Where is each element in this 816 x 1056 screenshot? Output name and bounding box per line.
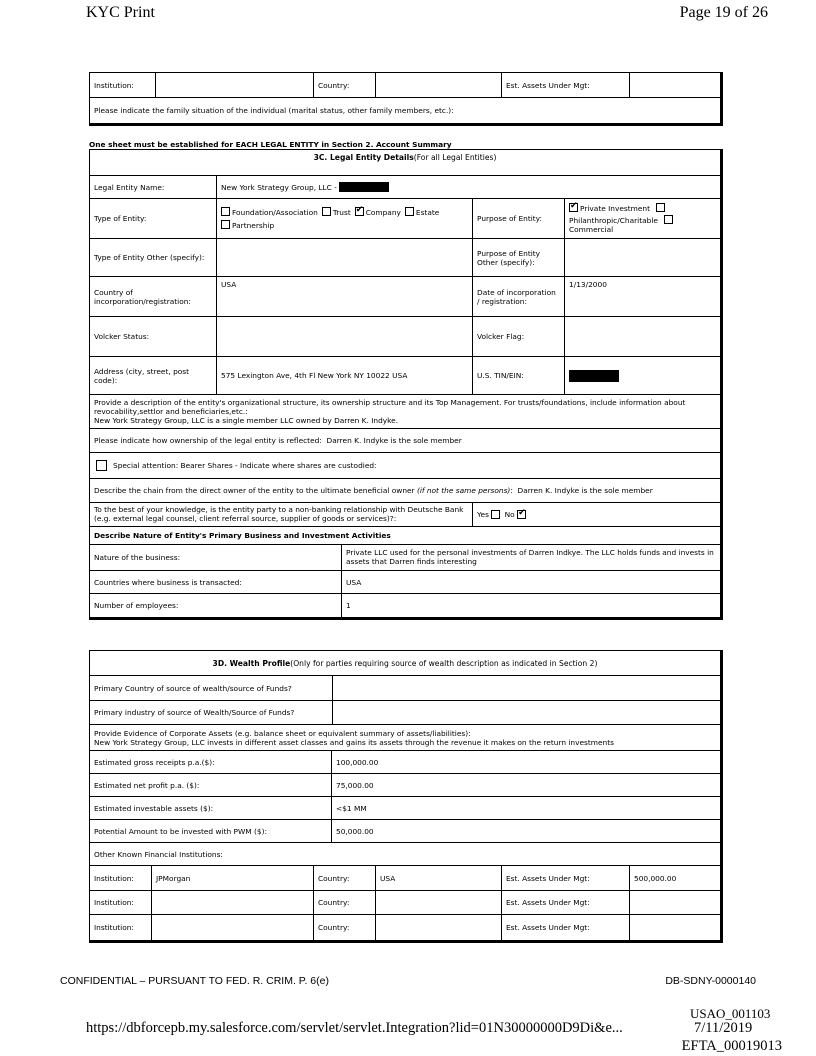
other-institutions-label: Other Known Financial Institutions:	[94, 849, 223, 859]
type-option[interactable]: Foundation/Association	[221, 207, 318, 217]
legal-title-bold: 3C. Legal Entity Details	[313, 153, 414, 162]
country-label: Country:	[314, 73, 376, 97]
entity-name-label: Legal Entity Name:	[90, 176, 217, 198]
country-label: Country:	[314, 915, 376, 940]
purpose-option[interactable]: ✔Private Investment	[569, 203, 667, 213]
assets-label: Est. Assets Under Mgt:	[502, 866, 630, 890]
chain-value: Darren K. Indyke is the sole member	[517, 486, 653, 495]
purpose-other-label: Purpose of Entity Other (specify):	[473, 239, 565, 276]
evidence-value: New York Strategy Group, LLC invests in different asset classes and gains its assets through the revenue it makes on the return investments	[94, 738, 614, 747]
ownership-value: Darren K. Indyke is the sole member	[326, 436, 462, 445]
type-option[interactable]: Partnership	[221, 220, 468, 230]
assets-label: Est. Assets Under Mgt:	[502, 915, 630, 940]
type-option[interactable]: ✔ Company	[355, 207, 401, 217]
assets-label: Est. Assets Under Mgt:	[502, 73, 630, 97]
usao-number: USAO_001103	[690, 1006, 771, 1021]
redaction-box	[339, 182, 389, 192]
primary-country-value	[333, 676, 720, 700]
institution-label: Institution:	[90, 866, 152, 890]
legal-title-rest: (For all Legal Entities)	[413, 153, 497, 162]
table-row	[90, 891, 720, 915]
country-label: Country:	[314, 866, 376, 890]
primary-industry-value	[333, 701, 720, 724]
family-prompt: Please indicate the family situation of the individual (marital status, other family members, etc.):	[94, 106, 454, 115]
employees-value: 1	[346, 601, 351, 610]
nature-label: Nature of the business:	[90, 545, 342, 570]
no-checkbox-checked-icon[interactable]	[517, 510, 526, 519]
volcker-flag-label: Volcker Flag:	[473, 317, 565, 356]
checkbox-checked-icon	[355, 207, 364, 216]
countries-label: Countries where business is transacted:	[90, 571, 342, 593]
entity-name-value: New York Strategy Group, LLC -	[221, 182, 337, 192]
investable-assets-label: Estimated investable assets ($):	[90, 797, 332, 819]
assets-value	[630, 73, 720, 97]
investable-assets-value: <$1 MM	[336, 803, 367, 813]
wealth-profile-table	[89, 650, 723, 943]
legal-entity-table	[89, 149, 723, 620]
checkbox-icon	[405, 207, 414, 216]
country-label: Country:	[314, 891, 376, 914]
wealth-title	[90, 651, 720, 676]
potential-amount-label: Potential Amount to be invested with PWM ($):	[90, 820, 332, 842]
chain-italic: (if not the same persons)	[416, 486, 511, 495]
institution-name	[152, 915, 314, 940]
countries-value: USA	[346, 577, 362, 587]
address-label: Address (city, street, post code):	[90, 357, 217, 394]
bearer-shares-text: Special attention: Bearer Shares - Indicate where shares are custodied:	[113, 461, 377, 470]
purpose-other-value	[565, 239, 720, 276]
page-number: Page 19 of 26	[679, 4, 768, 21]
nature-value: Private LLC used for the personal investments of Darren Indkye. The LLC holds funds and invests in assets that Darren finds interesting	[346, 548, 714, 566]
entity-type-label: Type of Entity:	[90, 199, 217, 238]
tin-value	[565, 357, 720, 394]
type-other-value	[217, 239, 473, 276]
purpose-option-commercial: Commercial	[569, 225, 614, 234]
nature-header: Describe Nature of Entity's Primary Business and Investment Activities	[94, 531, 391, 540]
redaction-box	[569, 370, 619, 382]
institution-assets	[630, 891, 720, 914]
yes-checkbox-icon[interactable]	[491, 510, 500, 519]
institution-name: JPMorgan	[152, 866, 314, 890]
purpose-option[interactable]: Philanthropic/Charitable	[569, 215, 716, 225]
legal-entity-note: One sheet must be established for EACH LEGAL ENTITY in Section 2. Account Summary	[89, 140, 452, 149]
institution-country	[376, 915, 502, 940]
gross-receipts-label: Estimated gross receipts p.a.($):	[90, 751, 332, 773]
bearer-shares-field[interactable]	[90, 453, 720, 478]
wealth-title-bold: 3D. Wealth Profile	[212, 658, 291, 668]
checkbox-icon	[221, 220, 230, 229]
net-profit-label: Estimated net profit p.a. ($):	[90, 774, 332, 796]
volcker-flag-value	[565, 317, 720, 356]
country-incorp-value: USA	[217, 277, 473, 316]
table-row	[90, 866, 720, 891]
structure-value: New York Strategy Group, LLC is a single member LLC owned by Darren K. Indyke.	[94, 416, 399, 425]
confidential-notice: CONFIDENTIAL – PURSUANT TO FED. R. CRIM. P. 6(e)	[60, 975, 329, 987]
employees-label: Number of employees:	[90, 594, 342, 617]
checkbox-checked-icon	[569, 203, 578, 212]
checkbox-icon	[322, 207, 331, 216]
institution-label: Institution:	[90, 891, 152, 914]
table-row	[90, 915, 720, 940]
checkbox-icon	[221, 207, 230, 216]
nonbank-answer	[473, 503, 720, 526]
country-incorp-label: Country of incorporation/registration:	[90, 277, 217, 316]
chain-field	[90, 479, 720, 502]
entity-type-options	[217, 199, 473, 238]
address-value: 575 Lexington Ave, 4th Fl New York NY 10022 USA	[217, 357, 473, 394]
type-option[interactable]: Estate	[405, 207, 439, 217]
checkbox-icon	[656, 203, 665, 212]
legal-entity-title	[90, 150, 720, 176]
checkbox-icon	[96, 460, 107, 471]
purpose-label: Purpose of Entity:	[473, 199, 565, 238]
structure-prompt: Provide a description of the entity's organizational structure, its ownership structure and its Top Management. For trusts/foundations, include information about revocability,settlor and beneficiaries,etc.:	[94, 398, 686, 416]
date-incorp-label: Date of incorporation / registration:	[473, 277, 565, 316]
wealth-title-rest: (Only for parties requiring source of wealth description as indicated in Section 2)	[290, 658, 598, 668]
yes-label: Yes	[477, 510, 489, 519]
bates-number: DB-SDNY-0000140	[665, 975, 756, 987]
ownership-field	[90, 429, 720, 452]
efta-number: EFTA_00019013	[681, 1038, 782, 1054]
date-incorp-value: 1/13/2000	[569, 280, 607, 289]
institution-label: Institution:	[90, 73, 156, 97]
chain-colon: :	[510, 486, 513, 495]
type-option[interactable]: Trust	[322, 207, 351, 217]
potential-amount-value: 50,000.00	[336, 826, 374, 836]
institution-assets	[630, 915, 720, 940]
institution-label: Institution:	[90, 915, 152, 940]
tin-label: U.S. TIN/EIN:	[473, 357, 565, 394]
source-url[interactable]: https://dbforcepb.my.salesforce.com/servlet/servlet.Integration?lid=01N30000000D9Di&e...	[86, 1020, 623, 1036]
type-other-label: Type of Entity Other (specify):	[90, 239, 217, 276]
print-date: 7/11/2019	[694, 1020, 753, 1036]
print-title: KYC Print	[86, 4, 155, 21]
entity-name-field	[217, 176, 720, 198]
institution-country: USA	[376, 866, 502, 890]
structure-field	[90, 395, 720, 428]
institution-name	[152, 891, 314, 914]
evidence-field	[90, 725, 720, 750]
volcker-status-label: Volcker Status:	[90, 317, 217, 356]
primary-industry-label: Primary industry of source of Wealth/Source of Funds?	[90, 701, 333, 724]
country-value	[376, 73, 502, 97]
checkbox-icon	[664, 215, 673, 224]
institution-value	[156, 73, 314, 97]
primary-country-label: Primary Country of source of wealth/source of Funds?	[90, 676, 333, 700]
chain-prompt: Describe the chain from the direct owner of the entity to the ultimate beneficial owner	[94, 486, 417, 495]
top-table	[89, 72, 723, 126]
evidence-prompt: Provide Evidence of Corporate Assets (e.g. balance sheet or equivalent summary of assets/liabilities):	[94, 729, 471, 738]
purpose-options	[565, 199, 720, 238]
institution-country	[376, 891, 502, 914]
gross-receipts-value: 100,000.00	[336, 757, 379, 767]
no-label: No	[504, 510, 515, 519]
assets-label: Est. Assets Under Mgt:	[502, 891, 630, 914]
institution-assets: 500,000.00	[634, 873, 677, 883]
nonbank-prompt: To the best of your knowledge, is the entity party to a non-banking relationship with Deutsche Bank (e.g. external legal counsel, client referral source, supplier of goods or services)?:	[90, 503, 473, 526]
net-profit-value: 75,000.00	[336, 780, 374, 790]
volcker-status-value	[217, 317, 473, 356]
ownership-prompt: Please indicate how ownership of the legal entity is reflected:	[94, 436, 322, 445]
